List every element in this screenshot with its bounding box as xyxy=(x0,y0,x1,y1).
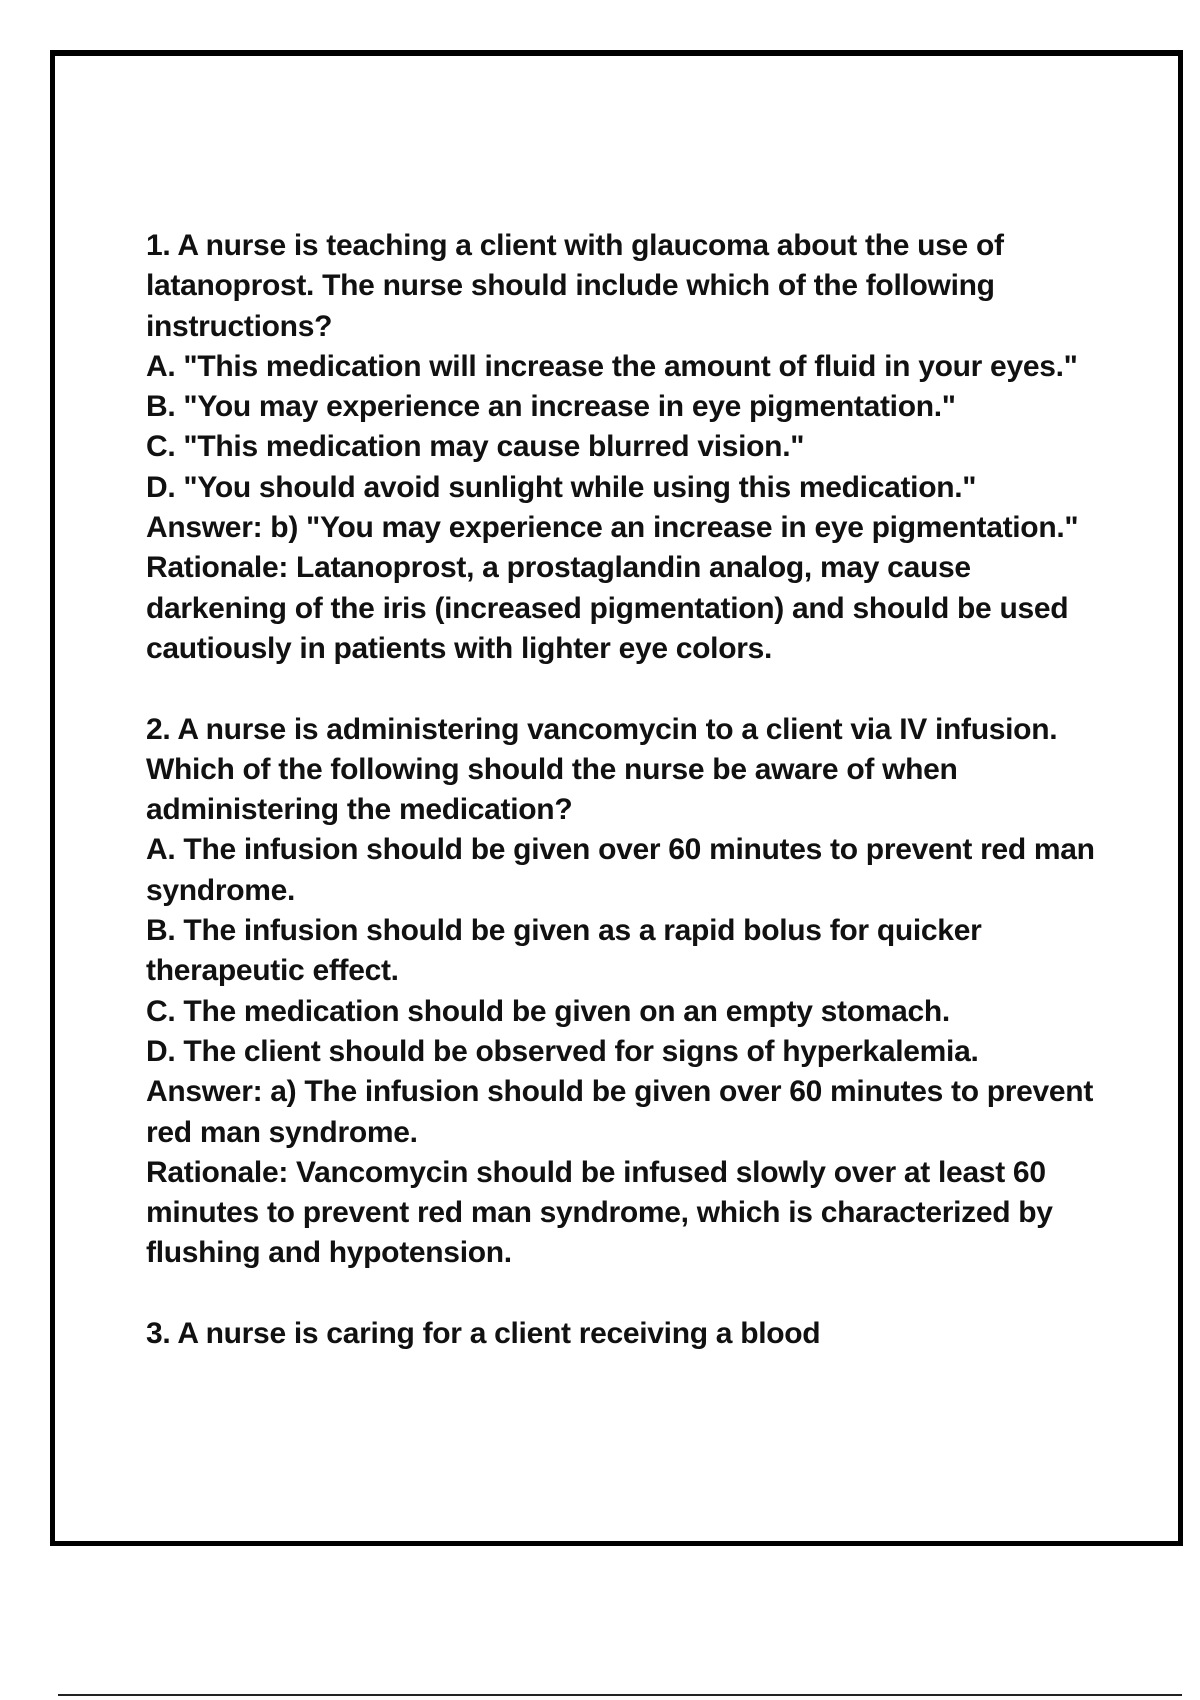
question-stem: 3. A nurse is caring for a client receiving a blood xyxy=(146,1317,821,1351)
option-d: D. "You should avoid sunlight while using this medication." xyxy=(146,470,977,504)
rationale: Rationale: Vancomycin should be infused slowly over at least 60 minutes to prevent red man syndrome, which is characterized by flushing and hypotension. xyxy=(146,1155,1053,1270)
question-2 xyxy=(146,710,1106,1274)
option-b: B. The infusion should be given as a rapid bolus for quicker therapeutic effect. xyxy=(146,914,982,988)
rationale: Rationale: Latanoprost, a prostaglandin analog, may cause darkening of the iris (increased pigmentation) and should be used cautiously in patients with lighter eye colors. xyxy=(146,551,1069,665)
answer: Answer: b) "You may experience an increase in eye pigmentation." xyxy=(146,511,1079,545)
question-3 xyxy=(146,1314,1106,1354)
answer: Answer: a) The infusion should be given over 60 minutes to prevent red man syndrome. xyxy=(146,1075,1094,1149)
option-c: C. "This medication may cause blurred vision." xyxy=(146,430,805,464)
option-b: B. "You may experience an increase in eye pigmentation." xyxy=(146,390,956,424)
question-stem: 2. A nurse is administering vancomycin to a client via IV infusion. Which of the following should the nurse be aware of when administering the medication? xyxy=(146,712,1058,827)
spacer xyxy=(146,1274,1106,1314)
option-a: A. "This medication will increase the amount of fluid in your eyes." xyxy=(146,349,1078,383)
option-d: D. The client should be observed for signs of hyperkalemia. xyxy=(146,1034,979,1068)
footer-divider xyxy=(58,1694,1182,1696)
document-body xyxy=(146,226,1106,1354)
option-c: C. The medication should be given on an empty stomach. xyxy=(146,994,950,1028)
spacer xyxy=(146,669,1106,709)
question-1 xyxy=(146,226,1106,669)
question-stem: 1. A nurse is teaching a client with glaucoma about the use of latanoprost. The nurse should include which of the following instructions? xyxy=(146,229,1004,343)
option-a: A. The infusion should be given over 60 minutes to prevent red man syndrome. xyxy=(146,833,1095,907)
